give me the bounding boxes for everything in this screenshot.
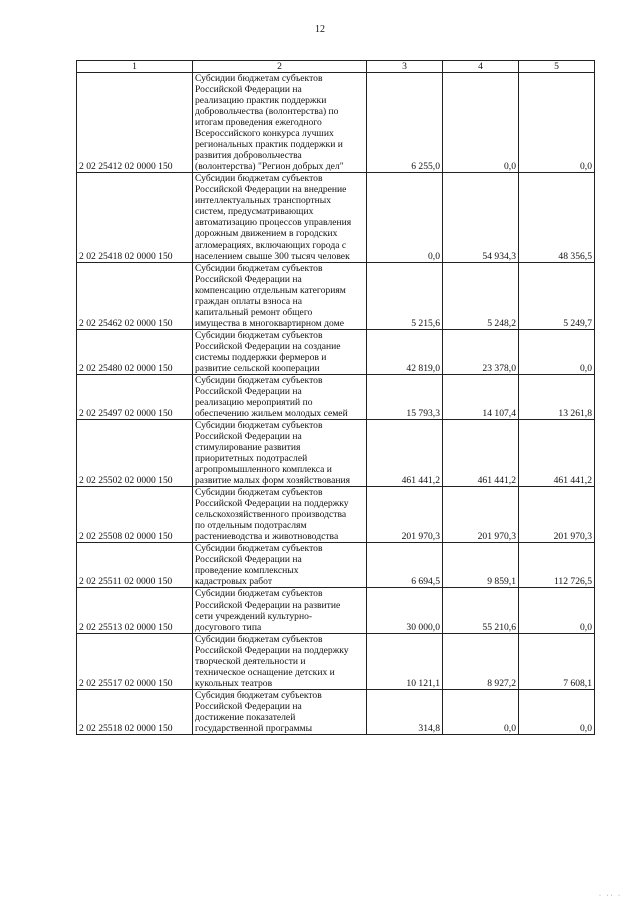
description-line: проведение комплексных bbox=[195, 565, 299, 577]
description-line: Субсидия бюджетам субъектов bbox=[195, 689, 322, 701]
description-line: обеспечению жильем молодых семей bbox=[195, 407, 348, 419]
description-line: региональных практик поддержки и bbox=[195, 139, 343, 151]
budget-code: 2 02 25412 02 0000 150 bbox=[77, 73, 193, 173]
page-number: 12 bbox=[315, 24, 325, 35]
subsidy-description bbox=[193, 329, 367, 374]
subsidy-description bbox=[193, 633, 367, 689]
description-line: дорожным движением в городских bbox=[195, 228, 338, 240]
table-row bbox=[77, 420, 595, 487]
subsidy-description bbox=[193, 262, 367, 329]
amount-col-4: 5 248,2 bbox=[443, 262, 519, 329]
description-line: Российской Федерации на поддержку bbox=[195, 644, 349, 656]
amount-col-3: 15 793,3 bbox=[367, 374, 443, 419]
description-line: Субсидии бюджетам субъектов bbox=[195, 487, 323, 499]
subsidy-description bbox=[193, 374, 367, 419]
description-line: капитальный ремонт общего bbox=[195, 306, 313, 318]
budget-code: 2 02 25518 02 0000 150 bbox=[77, 689, 193, 734]
amount-col-5: 48 356,5 bbox=[519, 173, 595, 262]
description-line: агломерациях, включающих города с bbox=[195, 239, 347, 251]
amount-col-3: 201 970,3 bbox=[367, 487, 443, 543]
description-line: реализацию мероприятий по bbox=[195, 396, 313, 408]
amount-col-3: 6 694,5 bbox=[367, 543, 443, 588]
description-line: (волонтерства) "Регион добрых дел" bbox=[195, 161, 344, 173]
description-line: Субсидии бюджетам субъектов bbox=[195, 73, 323, 85]
description-line: приоритетных подотраслей bbox=[195, 453, 308, 465]
table-row bbox=[77, 487, 595, 543]
description-line: сети учреждений культурно- bbox=[195, 610, 313, 622]
description-line: агропромышленного комплекса и bbox=[195, 464, 332, 476]
amount-col-5: 0,0 bbox=[519, 689, 595, 734]
description-line: развитие малых форм хозяйствования bbox=[195, 475, 351, 487]
description-line: Субсидии бюджетам субъектов bbox=[195, 420, 323, 431]
description-line: развитие сельской кооперации bbox=[195, 362, 320, 374]
header-col-1: 1 bbox=[77, 61, 193, 73]
amount-col-3: 314,8 bbox=[367, 689, 443, 734]
budget-code: 2 02 25497 02 0000 150 bbox=[77, 374, 193, 419]
description-line: добровольчества (волонтерства) по bbox=[195, 106, 339, 118]
amount-col-4: 9 859,1 bbox=[443, 543, 519, 588]
subsidy-description bbox=[193, 689, 367, 734]
amount-col-4: 0,0 bbox=[443, 73, 519, 173]
table-row bbox=[77, 374, 595, 419]
table-row bbox=[77, 329, 595, 374]
description-line: достижение показателей bbox=[195, 711, 296, 723]
description-line: Российской Федерации на bbox=[195, 554, 302, 566]
description-line: интеллектуальных транспортных bbox=[195, 195, 332, 207]
description-line: граждан оплаты взноса на bbox=[195, 295, 302, 307]
subsidy-description bbox=[193, 487, 367, 543]
description-line: Российской Федерации на bbox=[195, 385, 302, 397]
table-row bbox=[77, 73, 595, 173]
amount-col-4: 23 378,0 bbox=[443, 329, 519, 374]
description-line: Субсидии бюджетам субъектов bbox=[195, 173, 323, 185]
amount-col-5: 461 441,2 bbox=[519, 420, 595, 487]
description-line: техническое оснащение детских и bbox=[195, 666, 335, 678]
amount-col-3: 461 441,2 bbox=[367, 420, 443, 487]
description-line: развития добровольчества bbox=[195, 150, 302, 162]
description-line: государственной программы bbox=[195, 722, 313, 734]
description-line: Российской Федерации на поддержку bbox=[195, 498, 349, 510]
description-line: Российской Федерации на развитие bbox=[195, 599, 341, 611]
description-line: Субсидии бюджетам субъектов bbox=[195, 374, 323, 386]
description-line: Российской Федерации на создание bbox=[195, 340, 341, 352]
amount-col-5: 5 249,7 bbox=[519, 262, 595, 329]
amount-col-5: 0,0 bbox=[519, 588, 595, 633]
budget-code: 2 02 25418 02 0000 150 bbox=[77, 173, 193, 262]
subsidy-description bbox=[193, 73, 367, 173]
budget-code: 2 02 25502 02 0000 150 bbox=[77, 420, 193, 487]
description-line: реализацию практик поддержки bbox=[195, 95, 327, 107]
amount-col-4: 14 107,4 bbox=[443, 374, 519, 419]
budget-table bbox=[76, 60, 595, 735]
description-line: автоматизацию процессов управления bbox=[195, 217, 352, 229]
amount-col-4: 8 927,2 bbox=[443, 633, 519, 689]
amount-col-4: 461 441,2 bbox=[443, 420, 519, 487]
description-line: Российской Федерации на bbox=[195, 431, 302, 443]
description-line: стимулирование развития bbox=[195, 442, 301, 454]
scan-footer-mark: · ·· · bbox=[599, 893, 622, 899]
description-line: кукольных театров bbox=[195, 677, 273, 689]
subsidy-description bbox=[193, 588, 367, 633]
description-line: Российской Федерации на bbox=[195, 700, 302, 712]
description-line: населением свыше 300 тысяч человек bbox=[195, 250, 350, 262]
description-line: кадастровых работ bbox=[195, 576, 273, 588]
description-line: Субсидии бюджетам субъектов bbox=[195, 588, 323, 600]
amount-col-5: 0,0 bbox=[519, 73, 595, 173]
amount-col-4: 55 210,6 bbox=[443, 588, 519, 633]
header-col-5: 5 bbox=[519, 61, 595, 73]
description-line: Субсидии бюджетам субъектов bbox=[195, 262, 323, 274]
table-row bbox=[77, 543, 595, 588]
description-line: Субсидии бюджетам субъектов bbox=[195, 543, 323, 555]
description-line: Российской Федерации на bbox=[195, 273, 302, 285]
table-row bbox=[77, 588, 595, 633]
header-row bbox=[77, 61, 595, 73]
description-line: системы поддержки фермеров и bbox=[195, 351, 327, 363]
description-line: Российской Федерации на bbox=[195, 84, 302, 96]
amount-col-5: 0,0 bbox=[519, 329, 595, 374]
description-line: Субсидии бюджетам субъектов bbox=[195, 633, 323, 645]
description-line: систем, предусматривающих bbox=[195, 206, 314, 218]
table-row bbox=[77, 689, 595, 734]
description-line: Субсидии бюджетам субъектов bbox=[195, 329, 323, 341]
budget-code: 2 02 25511 02 0000 150 bbox=[77, 543, 193, 588]
budget-code: 2 02 25462 02 0000 150 bbox=[77, 262, 193, 329]
amount-col-3: 0,0 bbox=[367, 173, 443, 262]
table-header bbox=[77, 61, 595, 73]
header-col-4: 4 bbox=[443, 61, 519, 73]
table-row bbox=[77, 633, 595, 689]
amount-col-4: 201 970,3 bbox=[443, 487, 519, 543]
amount-col-3: 5 215,6 bbox=[367, 262, 443, 329]
amount-col-4: 54 934,3 bbox=[443, 173, 519, 262]
amount-col-5: 7 608,1 bbox=[519, 633, 595, 689]
amount-col-5: 201 970,3 bbox=[519, 487, 595, 543]
budget-code: 2 02 25513 02 0000 150 bbox=[77, 588, 193, 633]
amount-col-3: 6 255,0 bbox=[367, 73, 443, 173]
description-line: компенсацию отдельным категориям bbox=[195, 284, 346, 296]
table-row bbox=[77, 173, 595, 262]
amount-col-4: 0,0 bbox=[443, 689, 519, 734]
amount-col-3: 42 819,0 bbox=[367, 329, 443, 374]
budget-code: 2 02 25480 02 0000 150 bbox=[77, 329, 193, 374]
table-body bbox=[77, 73, 595, 735]
subsidy-description bbox=[193, 420, 367, 487]
description-line: по отдельным подотраслям bbox=[195, 520, 307, 532]
amount-col-5: 13 261,8 bbox=[519, 374, 595, 419]
amount-col-5: 112 726,5 bbox=[519, 543, 595, 588]
subsidy-description bbox=[193, 543, 367, 588]
amount-col-3: 30 000,0 bbox=[367, 588, 443, 633]
description-line: Российской Федерации на внедрение bbox=[195, 184, 347, 196]
table-row bbox=[77, 262, 595, 329]
description-line: досугового типа bbox=[195, 621, 262, 633]
description-line: итогам проведения ежегодного bbox=[195, 117, 322, 129]
amount-col-3: 10 121,1 bbox=[367, 633, 443, 689]
header-col-2: 2 bbox=[193, 61, 367, 73]
description-line: Всероссийского конкурса лучших bbox=[195, 128, 334, 140]
description-line: сельскохозяйственного производства bbox=[195, 509, 347, 521]
description-line: имущества в многоквартирном доме bbox=[195, 317, 344, 329]
description-line: растениеводства и животноводства bbox=[195, 531, 339, 543]
subsidy-description bbox=[193, 173, 367, 262]
description-line: творческой деятельности и bbox=[195, 655, 306, 667]
budget-code: 2 02 25517 02 0000 150 bbox=[77, 633, 193, 689]
budget-code: 2 02 25508 02 0000 150 bbox=[77, 487, 193, 543]
header-col-3: 3 bbox=[367, 61, 443, 73]
